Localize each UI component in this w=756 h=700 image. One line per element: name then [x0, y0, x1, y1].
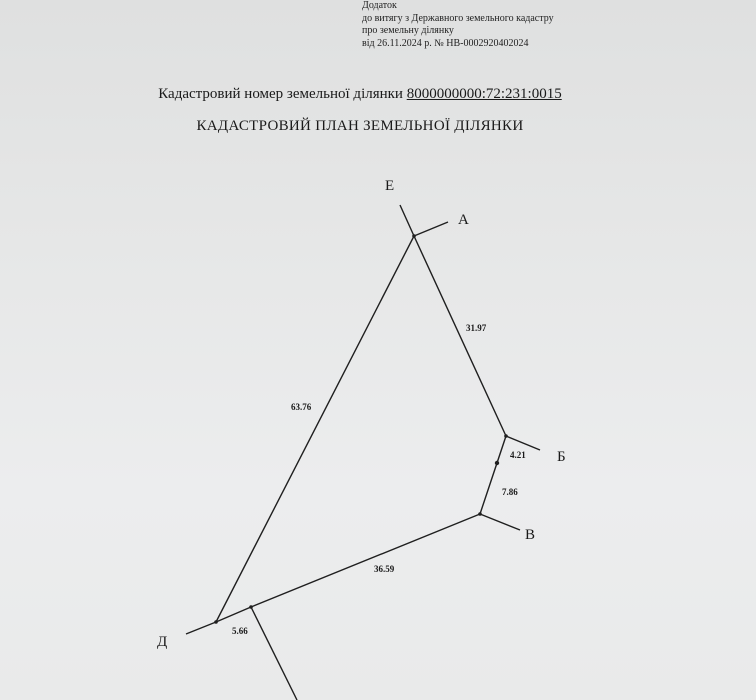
vertex-b: [504, 434, 508, 438]
length-label-d-a: 63.76: [291, 402, 312, 412]
vertex-side: [249, 605, 253, 609]
vertex-mid: [495, 461, 499, 465]
boundary-mid-v: [480, 463, 497, 514]
point-label-e: Е: [385, 178, 395, 194]
boundary-v-side: [251, 514, 480, 607]
addendum-line-3: про земельну ділянку: [362, 25, 454, 36]
vertex-d: [214, 620, 218, 624]
point-label-b: Б: [557, 449, 566, 465]
length-label-b-mid: 4.21: [510, 450, 526, 460]
boundary-b-mid: [497, 436, 506, 463]
plan-title: КАДАСТРОВИЙ ПЛАН ЗЕМЕЛЬНОЇ ДІЛЯНКИ: [196, 118, 524, 134]
neighbour-line-a: [414, 222, 448, 236]
addendum-line-4: від 26.11.2024 р. № НВ-0002920402024: [362, 37, 529, 49]
point-label-a: А: [458, 212, 469, 228]
neighbour-line-v: [480, 514, 520, 530]
length-label-d-side: 5.66: [232, 626, 248, 636]
addendum-line-2: до витягу з Державного земельного кадастру: [362, 12, 554, 24]
boundary-side-d: [216, 607, 251, 622]
addendum-line-1: Додаток: [362, 0, 397, 11]
neighbour-line-b: [506, 436, 540, 450]
neighbour-line-e: [400, 205, 414, 236]
length-label-a-b: 31.97: [466, 323, 487, 333]
neighbour-line-south: [251, 607, 297, 700]
cadastral-number-value: 8000000000:72:231:0015: [406, 86, 562, 102]
boundary-a-b: [414, 236, 506, 436]
cadastral-number-label: Кадастровий номер земельної ділянки: [158, 86, 403, 102]
vertex-v: [478, 512, 482, 516]
neighbour-line-d: [186, 622, 216, 634]
length-label-mid-v: 7.86: [502, 487, 518, 497]
vertex-a: [412, 234, 416, 238]
length-label-v-d: 36.59: [374, 564, 395, 574]
point-label-v: В: [525, 527, 536, 543]
point-label-d: Д: [157, 634, 168, 650]
